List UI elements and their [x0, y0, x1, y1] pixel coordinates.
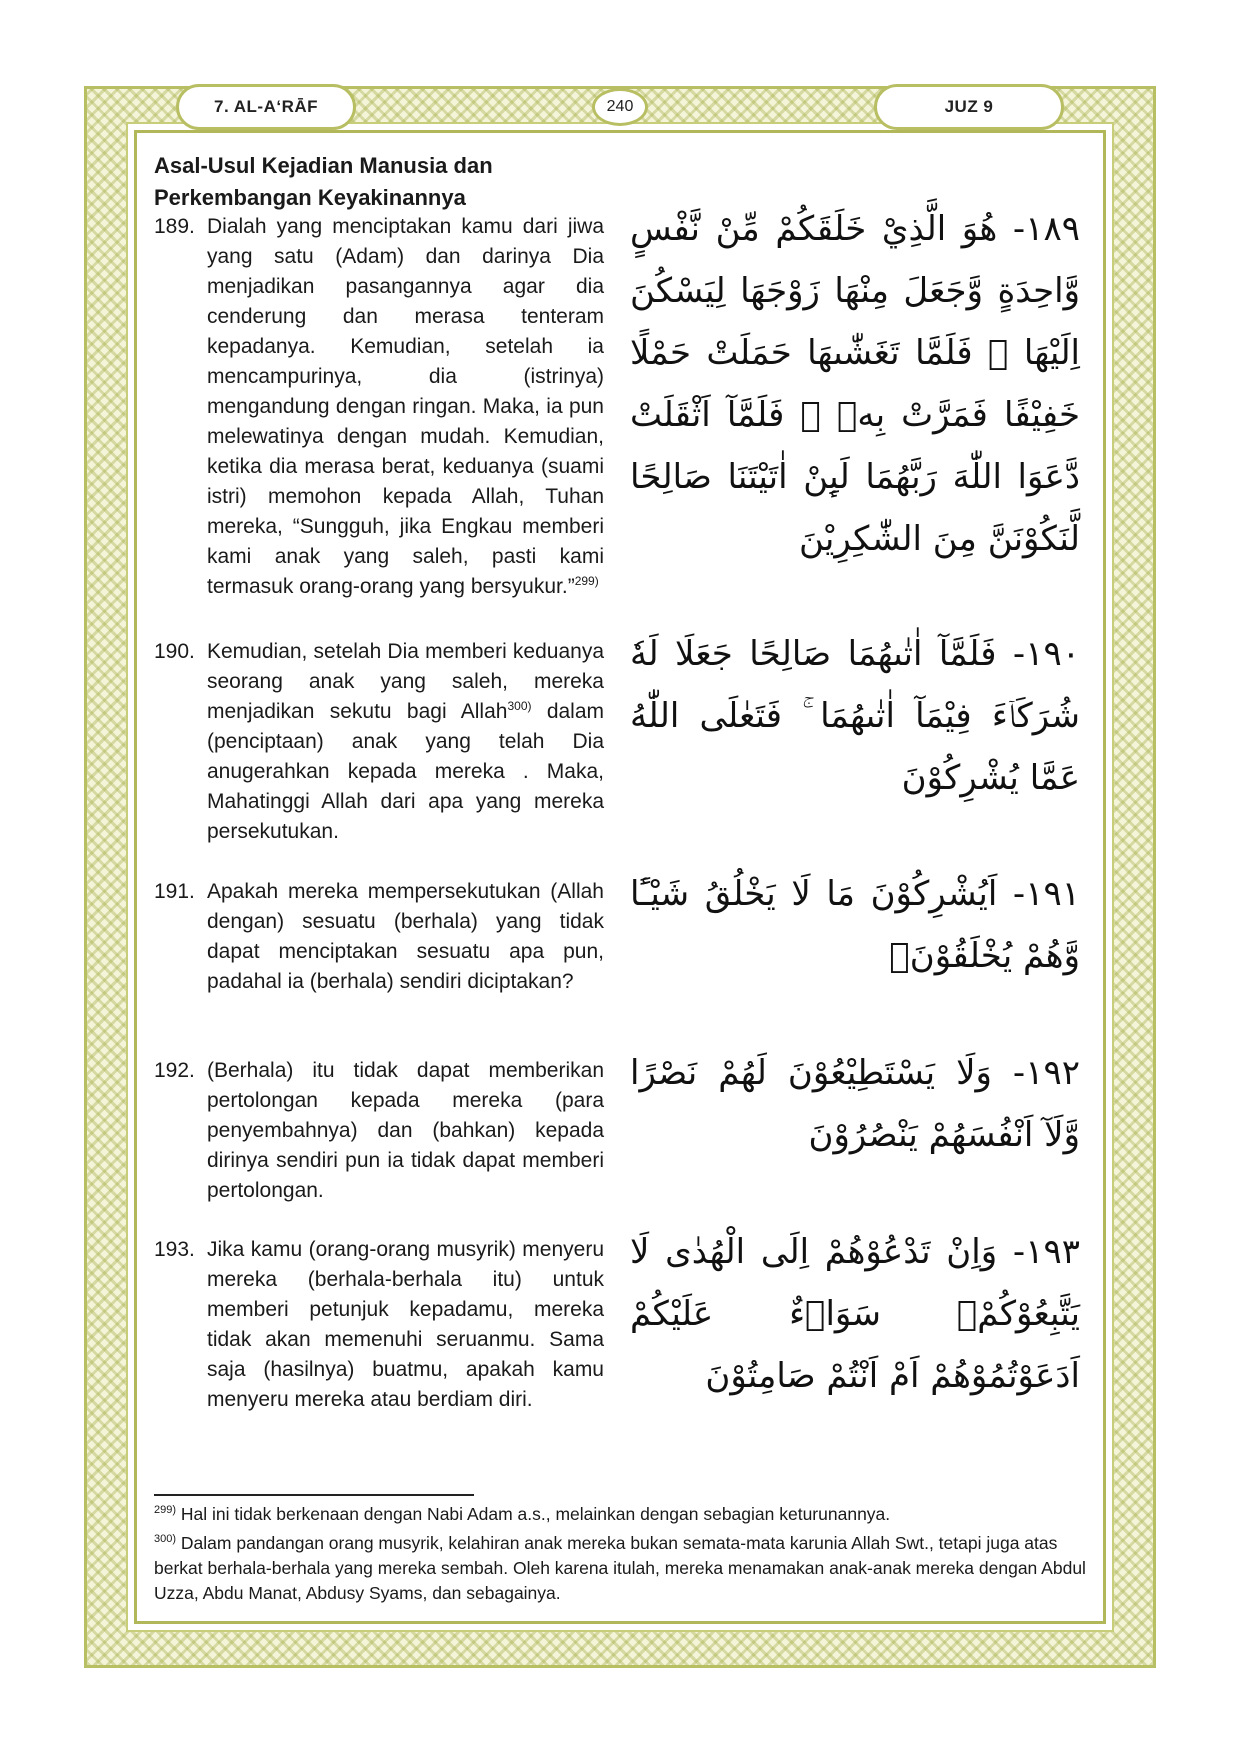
footnote-text: Hal ini tidak berkenaan dengan Nabi Adam a.s., melainkan dengan sebagian keturunannya. [180, 1503, 891, 1524]
arabic-text: ١٩٠- فَلَمَّآ اٰتٰىهُمَا صَالِحًا جَعَلَا لَهٗ شُرَكَاۤءَ فِيْمَآ اٰتٰىهُمَا ۚ فَتَعٰلَى اللّٰهُ عَمَّا يُشْرِكُوْنَ [630, 634, 1080, 798]
footnote-300 [154, 1527, 1086, 1606]
verse-translation [154, 1235, 604, 1415]
translation-text: Kemudian, setelah Dia memberi keduanya seorang anak yang saleh, mereka menjadikan sekutu bagi Allah [207, 640, 604, 723]
translation-text-continued: dalam (penciptaan) anak yang telah Dia anugerahkan kepada mereka . Maka, Mahatinggi Allah dari apa yang mereka persekutukan. [207, 700, 605, 843]
verse-translation [154, 1056, 604, 1206]
translation-text: Apakah mereka mempersekutukan (Allah dengan) sesuatu (berhala) yang tidak dapat menciptakan sesuatu apa pun, padahal ia (berhala) sendiri diciptakan? [207, 880, 604, 993]
verse-translation [154, 212, 604, 602]
verse-number: 189. [154, 215, 195, 238]
translation-text: (Berhala) itu tidak dapat memberikan pertolongan kepada mereka (para penyembahnya) dan (bahkan) kepada dirinya sendiri pun ia tidak dapat memberi pertolongan. [207, 1059, 604, 1202]
footnotes [154, 1498, 1086, 1606]
section-title-line-1: Asal-Usul Kejadian Manusia dan [154, 153, 493, 178]
arabic-text: ١٩١- اَيُشْرِكُوْنَ مَا لَا يَخْلُقُ شَيْـًٔا وَّهُمْ يُخْلَقُوْنَۖ [630, 874, 1080, 976]
juz-label: JUZ 9 [944, 97, 994, 116]
page-number: 240 [606, 98, 634, 115]
footnote-divider [154, 1494, 474, 1496]
translation-text: Jika kamu (orang-orang musyrik) menyeru mereka (berhala-berhala itu) untuk memberi petunjuk kepadamu, mereka tidak akan memenuhi seruanmu. Sama saja (hasilnya) buatmu, apakah kamu menyeru mereka atau berdiam diri. [207, 1238, 604, 1411]
section-title [154, 150, 574, 214]
verse-number: 191. [154, 880, 195, 903]
surah-name: 7. AL-A‘RĀF [213, 97, 319, 116]
surah-header [176, 84, 356, 130]
arabic-text: ١٩٢- وَلَا يَسْتَطِيْعُوْنَ لَهُمْ نَصْرًا وَّلَآ اَنْفُسَهُمْ يَنْصُرُوْنَ [630, 1053, 1080, 1155]
footnote-ref-299[interactable]: 299) [574, 574, 599, 588]
verse-number: 193. [154, 1238, 195, 1261]
verse-translation [154, 637, 604, 847]
verse-number: 192. [154, 1059, 195, 1082]
footnote-299 [154, 1498, 1086, 1527]
footnote-mark: 300) [154, 1532, 177, 1545]
translation-text: Dialah yang menciptakan kamu dari jiwa yang satu (Adam) dan darinya Dia menjadikan pasangannya agar dia cenderung dan merasa tenteram kepadanya. Kemudian, setelah ia mencampurinya, dia (istrinya) mengandung dengan ringan. Maka, ia pun melewatinya dengan mudah. Kemudian, ketika dia merasa berat, keduanya (suami istri) memohon kepada Allah, Tuhan mereka, “Sungguh, jika Engkau memberi kami anak yang saleh, pasti kami termasuk orang-orang yang bersyukur.” [207, 215, 604, 598]
section-title-line-2: Perkembangan Keyakinannya [154, 185, 466, 210]
arabic-text: ١٨٩- هُوَ الَّذِيْ خَلَقَكُمْ مِّنْ نَّفْسٍ وَّاحِدَةٍ وَّجَعَلَ مِنْهَا زَوْجَهَا لِيَسْكُنَ اِلَيْهَا ۚ فَلَمَّا تَغَشّٰىهَا حَمَلَتْ حَمْلًا خَفِيْفًا فَمَرَّتْ بِهٖ ۚ فَلَمَّآ اَثْقَلَتْ دَّعَوَا اللّٰهَ رَبَّهُمَا لَىِٕنْ اٰتَيْتَنَا صَالِحًا لَّنَكُوْنَنَّ مِنَ الشّٰكِرِيْنَ [630, 209, 1080, 559]
footnote-ref-300[interactable]: 300) [507, 699, 532, 713]
juz-header [874, 84, 1064, 130]
page-number-badge [592, 88, 648, 126]
verse-translation [154, 877, 604, 997]
footnote-text: Dalam pandangan orang musyrik, kelahiran anak mereka bukan semata-mata karunia Allah Swt., tetapi juga atas berkat berhala-berhala yang mereka sembah. Oleh karena itulah, mereka menamakan anak-anak mereka dengan Abdul Uzza, Abdu Manat, Abdusy Syams, dan sebagainya. [154, 1532, 1086, 1603]
arabic-text: ١٩٣- وَاِنْ تَدْعُوْهُمْ اِلَى الْهُدٰى لَا يَتَّبِعُوْكُمْۗ سَوَاۤءٌ عَلَيْكُمْ اَدَعَوْتُمُوْهُمْ اَمْ اَنْتُمْ صَامِتُوْنَ [630, 1232, 1080, 1396]
footnote-mark: 299) [154, 1504, 177, 1516]
verse-number: 190. [154, 640, 195, 663]
